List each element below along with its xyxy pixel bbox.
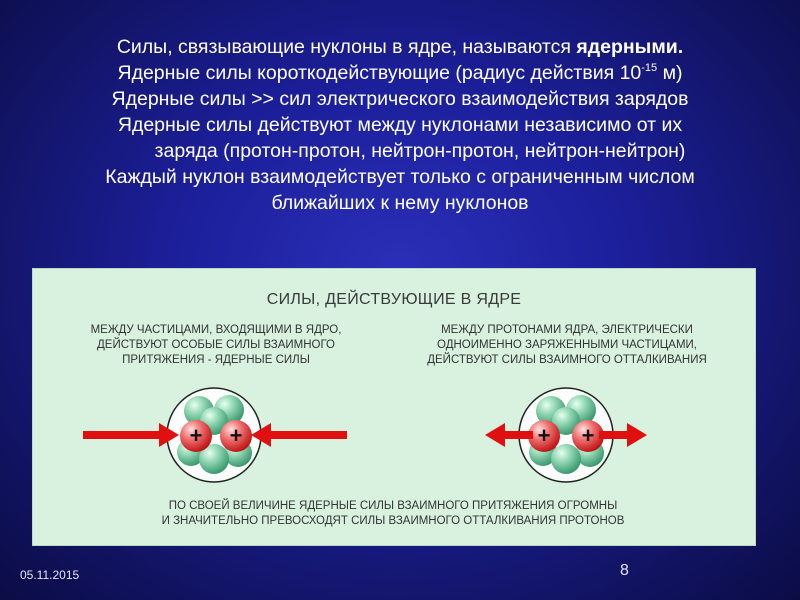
line2-unit: м): [657, 62, 683, 84]
proton-sign: +: [581, 423, 595, 448]
neutron-sphere: [551, 444, 581, 474]
note-line: И ЗНАЧИТЕЛЬНО ПРЕВОСХОДЯТ СИЛЫ ВЗАИМНОГО ОТТАЛКИВАНИЯ ПРОТОНОВ: [161, 515, 625, 527]
line1-text: Силы, связывающие нуклоны в ядре, называются: [116, 36, 577, 58]
text-line-7: ближайших к нему нуклонов: [271, 192, 529, 214]
caption-line: МЕЖДУ ПРОТОНАМИ ЯДРА, ЭЛЕКТРИЧЕСКИ: [441, 324, 693, 336]
text-line-3: Ядерные силы >> сил электрического взаимодействия зарядов: [111, 88, 689, 110]
text-line-1: [40, 34, 760, 60]
text-line-4: Ядерные силы действуют между нуклонами независимо от их: [117, 114, 683, 136]
left-nucleus: [167, 388, 261, 482]
footer-date: 05.11.2015: [20, 568, 80, 582]
text-line-2: [40, 60, 760, 86]
forces-illustration-panel: [32, 268, 756, 546]
right-nucleus: [519, 388, 613, 482]
arrow-out-right-head-icon: [627, 423, 647, 447]
comparison-note: [93, 499, 693, 529]
caption-line: ДЕЙСТВУЮТ ОСОБЫЕ СИЛЫ ВЗАИМНОГО: [96, 339, 335, 351]
arrow-right-shaft: [269, 431, 347, 439]
arrow-out-right-shaft: [599, 431, 629, 439]
arrow-out-left-shaft: [503, 431, 533, 439]
line2-superscript: -15: [641, 62, 658, 74]
page-number: 8: [620, 562, 629, 579]
line1-bold: ядерными.: [576, 36, 684, 58]
text-line-6: Каждый нуклон взаимодействует только с ограниченным числом: [105, 166, 695, 188]
panel-title: СИЛЫ, ДЕЙСТВУЮЩИЕ В ЯДРЕ: [266, 291, 522, 308]
line2-text: Ядерные силы короткодействующие (радиус действия 10: [117, 62, 642, 84]
proton-sign: +: [229, 423, 243, 448]
arrow-left-shaft: [83, 431, 161, 439]
caption-line: МЕЖДУ ЧАСТИЦАМИ, ВХОДЯЩИМИ В ЯДРО,: [90, 324, 342, 336]
text-line-5: заряда (протон-протон, нейтрон-протон, нейтрон-нейтрон): [154, 140, 686, 162]
repulsion-caption: [403, 323, 731, 368]
slide-text-block: [40, 34, 760, 216]
note-line: ПО СВОЕЙ ВЕЛИЧИНЕ ЯДЕРНЫЕ СИЛЫ ВЗАИМНОГО ПРИТЯЖЕНИЯ ОГРОМНЫ: [168, 500, 618, 512]
caption-line: ДЕЙСТВУЮТ СИЛЫ ВЗАИМНОГО ОТТАЛКИВАНИЯ: [427, 354, 707, 366]
proton-sign: +: [537, 423, 551, 448]
attraction-caption: [61, 323, 371, 368]
proton-sign: +: [189, 423, 203, 448]
arrow-out-left-head-icon: [485, 423, 505, 447]
caption-line: ПРИТЯЖЕНИЯ - ЯДЕРНЫЕ СИЛЫ: [122, 354, 310, 366]
caption-line: ОДНОИМЕННО ЗАРЯЖЕННЫМИ ЧАСТИЦАМИ,: [437, 339, 697, 351]
